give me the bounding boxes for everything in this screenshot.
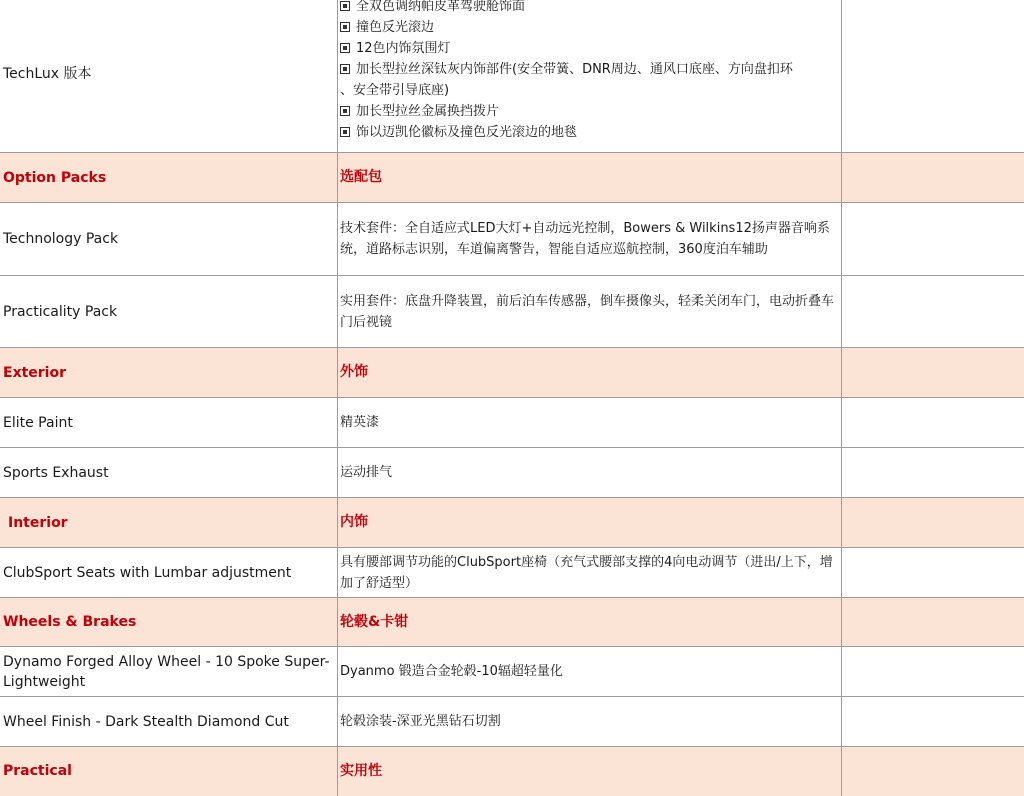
row-description: 具有腰部调节功能的ClubSport座椅（充气式腰部支撑的4向电动调节（进出/上下，增加了舒适型） <box>338 548 842 597</box>
checkbox-icon <box>340 43 350 53</box>
row-label: Technology Pack <box>0 203 338 275</box>
checkbox-icon <box>340 106 350 116</box>
bullet-item <box>340 38 793 59</box>
bullet-continuation: 、安全带引导底座) <box>340 83 450 98</box>
bullet-item <box>340 122 793 143</box>
section-title-zh: 轮毂&卡钳 <box>338 598 842 646</box>
table-row <box>0 202 1024 275</box>
bullet-text: 加长型拉丝深钛灰内饰部件(安全带簧、DNR周边、通风口底座、方向盘扣环 <box>356 62 793 77</box>
section-header-row <box>0 497 1024 547</box>
bullet-text: 饰以迈凯伦徽标及撞色反光滚边的地毯 <box>356 125 578 140</box>
table-row <box>0 696 1024 746</box>
section-title-en: Exterior <box>0 348 338 397</box>
section-title-en: Practical <box>0 747 338 796</box>
checkbox-icon <box>340 127 350 137</box>
checkbox-icon <box>340 22 350 32</box>
row-label: Wheel Finish - Dark Stealth Diamond Cut <box>0 697 338 746</box>
row-description: 实用套件：底盘升降装置，前后泊车传感器，倒车摄像头，轻柔关闭车门，电动折叠车门后视镜 <box>338 276 842 347</box>
section-title-en: Interior <box>0 498 338 547</box>
checkbox-icon <box>340 1 350 11</box>
bullet-item <box>340 17 793 38</box>
section-title-en: Option Packs <box>0 153 338 202</box>
row-label: Practicality Pack <box>0 276 338 347</box>
section-header-row <box>0 152 1024 202</box>
bullet-text: 撞色反光滚边 <box>356 20 435 35</box>
bullet-text: 12色内饰氛围灯 <box>356 41 451 56</box>
table-row <box>0 0 1024 152</box>
row-description: Dyanmo 锻造合金轮毂-10辐超轻量化 <box>338 647 842 696</box>
section-header-row <box>0 347 1024 397</box>
row-description: 轮毂涂装-深亚光黑钻石切割 <box>338 697 842 746</box>
row-description: 技术套件：全自适应式LED大灯+自动远光控制，Bowers & Wilkins12扬声器音响系统，道路标志识别，车道偏离警告，智能自适应巡航控制，360度泊车辅助 <box>338 203 842 275</box>
row-label: Sports Exhaust <box>0 448 338 497</box>
table-row <box>0 547 1024 597</box>
row-label: Dynamo Forged Alloy Wheel - 10 Spoke Super-Lightweight <box>0 647 338 696</box>
row-label: Elite Paint <box>0 398 338 447</box>
bullet-item <box>340 0 793 17</box>
section-title-en: Wheels & Brakes <box>0 598 338 646</box>
bullet-item <box>340 59 793 80</box>
checkbox-icon <box>340 64 350 74</box>
table-row <box>0 447 1024 497</box>
row-description: 运动排气 <box>338 448 842 497</box>
section-title-zh: 内饰 <box>338 498 842 547</box>
section-title-zh: 选配包 <box>338 153 842 202</box>
section-header-row <box>0 746 1024 796</box>
section-header-row <box>0 597 1024 646</box>
table-row <box>0 275 1024 347</box>
bullet-text: 全双色调纳帕皮革驾驶舱饰面 <box>356 0 526 14</box>
bullet-item <box>340 101 793 122</box>
row-label: TechLux 版本 <box>0 0 338 152</box>
table-row <box>0 646 1024 696</box>
row-description: 精英漆 <box>338 398 842 447</box>
bullet-text: 加长型拉丝金属换挡拨片 <box>356 104 500 119</box>
bullet-list <box>338 0 842 152</box>
section-title-zh: 外饰 <box>338 348 842 397</box>
table-row <box>0 397 1024 447</box>
section-title-zh: 实用性 <box>338 747 842 796</box>
row-label: ClubSport Seats with Lumbar adjustment <box>0 548 338 597</box>
